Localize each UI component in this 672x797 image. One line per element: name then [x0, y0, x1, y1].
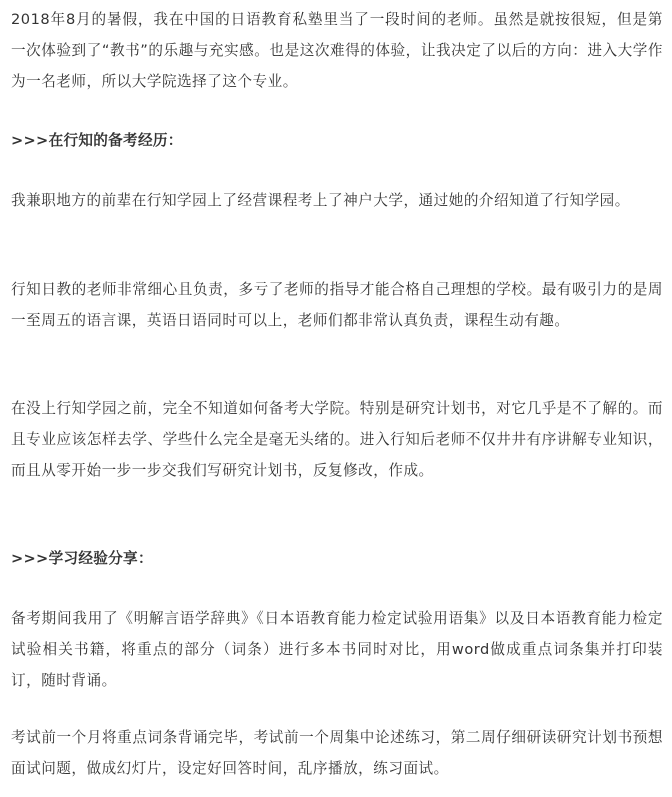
paragraph-study-materials: 备考期间我用了《明解言语学辞典》《日本语教育能力检定试验用语集》以及日本语教育能力检定试验相关书籍，将重点的部分（词条）进行多本书同时对比，用word做成重点词条集并打印装订，随时背诵。	[11, 610, 663, 689]
section-heading-study-tips: >>>学习经验分享：	[11, 550, 153, 567]
paragraph-research-plan: 在没上行知学园之前，完全不知道如何备考大学院。特别是研究计划书，对它几乎是不了解的。而且专业应该怎样去学、学些什么完全是毫无头绪的。进入行知后老师不仅井井有序讲解专业知识，而且从零开始一步一步交我们写研究计划书，反复修改，作成。	[11, 400, 663, 479]
intro-paragraph: 2018年8月的暑假，我在中国的日语教育私塾里当了一段时间的老师。虽然是就按很短，但是第一次体验到了“教书”的乐趣与充实感。也是这次难得的体验，让我决定了以后的方向：进入大学作为一名老师，所以大学院选择了这个专业。	[11, 11, 663, 90]
paragraph-exam-preparation: 考试前一个月将重点词条背诵完毕，考试前一个周集中论述练习，第二周仔细研读研究计划书预想面试问题，做成幻灯片，设定好回答时间，乱序播放，练习面试。	[11, 729, 663, 777]
section-heading-exam-experience: >>>在行知的备考经历：	[11, 132, 183, 149]
paragraph-teachers: 行知日教的老师非常细心且负责，多亏了老师的指导才能合格自己理想的学校。最有吸引力的是周一至周五的语言课，英语日语同时可以上，老师们都非常认真负责，课程生动有趣。	[11, 281, 663, 329]
paragraph-referral: 我兼职地方的前辈在行知学园上了经营课程考上了神户大学，通过她的介绍知道了行知学园。	[11, 192, 630, 209]
